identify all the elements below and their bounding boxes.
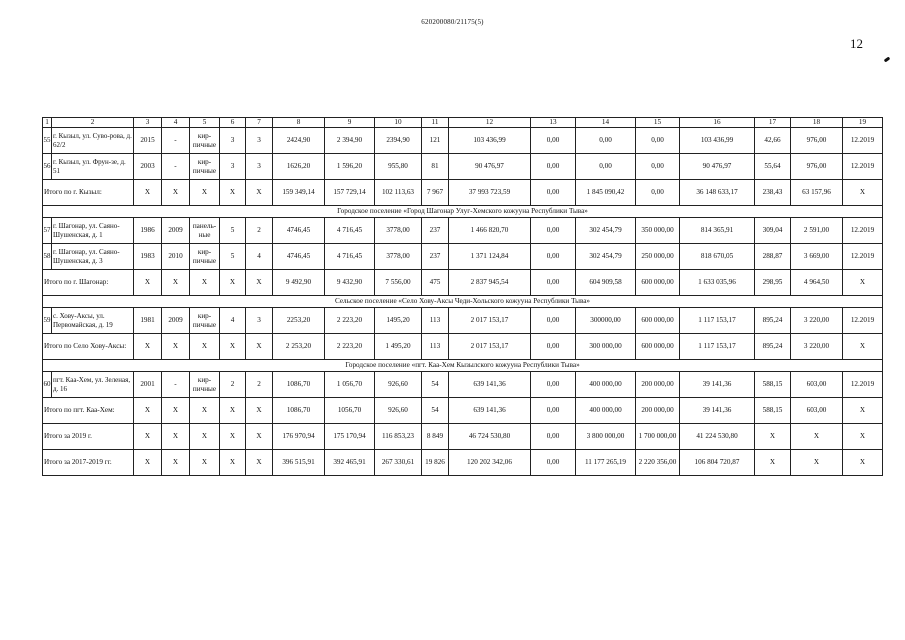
data-cell: X [220,398,246,424]
data-cell: 976,00 [791,128,843,154]
data-cell: 0,00 [531,180,576,206]
data-cell: 818 670,05 [680,244,755,270]
data-cell: 895,24 [755,308,791,334]
data-cell: 120 202 342,06 [449,450,531,476]
data-cell: 1 495,20 [375,334,422,360]
data-cell: 116 853,23 [375,424,422,450]
total-label: Итого по г. Шагонар: [43,270,134,296]
data-cell: 3 [246,308,273,334]
data-cell: 0,00 [576,154,636,180]
data-cell: 63 157,96 [791,180,843,206]
data-cell: X [843,450,883,476]
data-cell: 639 141,36 [449,398,531,424]
data-cell: X [843,398,883,424]
data-cell: 600 000,00 [636,270,680,296]
row-number: 57 [43,218,52,244]
data-cell: 300000,00 [576,308,636,334]
table-body [43,118,883,476]
total-label: Итого по пгт. Каа-Хем: [43,398,134,424]
data-cell: 0,00 [531,398,576,424]
data-cell: 4 [246,244,273,270]
data-cell: X [134,180,162,206]
data-cell: 1 466 820,70 [449,218,531,244]
pen-mark [884,57,891,63]
data-cell: 39 141,36 [680,398,755,424]
data-cell: 37 993 723,59 [449,180,531,206]
data-cell: 39 141,36 [680,372,755,398]
data-cell: X [190,398,220,424]
data-cell: 396 515,91 [273,450,325,476]
section-title: Городское поселение «Город Шагонар Улуг-Хемского кожууна Республики Тыва» [43,206,883,218]
building-address: с. Хову-Аксы, ул. Первомайская, д. 19 [52,308,134,334]
data-cell: 9 492,90 [273,270,325,296]
data-cell: X [220,424,246,450]
data-cell: 12.2019 [843,308,883,334]
section-row [43,360,883,372]
data-cell: 3 800 000,00 [576,424,636,450]
row-number: 60 [43,372,52,398]
data-cell: X [755,450,791,476]
data-cell: 302 454,79 [576,244,636,270]
building-address: г. Кызыл, ул. Фрун-зе, д. 51 [52,154,134,180]
data-cell: 1986 [134,218,162,244]
column-number-cell: 8 [273,118,325,128]
building-address: пгт. Каа-Хем, ул. Зеленая, д. 16 [52,372,134,398]
data-cell: X [162,424,190,450]
data-cell: 7 967 [422,180,449,206]
data-cell: X [134,424,162,450]
data-cell: X [190,334,220,360]
data-cell: X [190,270,220,296]
row-number: 58 [43,244,52,270]
data-cell: 2424,90 [273,128,325,154]
data-cell: X [246,398,273,424]
data-cell: 81 [422,154,449,180]
data-cell: 46 724 530,80 [449,424,531,450]
data-cell: кир-пичные [190,308,220,334]
data-cell: 0,00 [636,128,680,154]
data-cell: X [843,334,883,360]
data-cell: 2 220 356,00 [636,450,680,476]
data-cell: 3 220,00 [791,308,843,334]
data-cell: 392 465,91 [325,450,375,476]
data-cell: 3 [220,154,246,180]
data-cell: 288,87 [755,244,791,270]
column-number-cell: 2 [52,118,134,128]
data-cell: 2 837 945,54 [449,270,531,296]
data-cell: 0,00 [531,244,576,270]
data-cell: 2 017 153,17 [449,308,531,334]
column-number-cell: 16 [680,118,755,128]
data-cell: X [220,270,246,296]
data-cell: 298,95 [755,270,791,296]
column-number-cell: 13 [531,118,576,128]
data-cell: 639 141,36 [449,372,531,398]
data-cell: 0,00 [531,450,576,476]
section-title: Городское поселение «пгт. Каа-Хем Кызылского кожууна Республики Тыва» [43,360,883,372]
data-cell: X [843,270,883,296]
data-cell: - [162,154,190,180]
data-cell: X [246,270,273,296]
data-cell: X [220,180,246,206]
data-cell: 2394,90 [375,128,422,154]
data-cell: 1 596,20 [325,154,375,180]
data-cell: 157 729,14 [325,180,375,206]
total-row [43,180,883,206]
data-cell: 2 253,20 [273,334,325,360]
data-cell: 2253,20 [273,308,325,334]
data-cell: X [843,424,883,450]
data-cell: 103 436,99 [680,128,755,154]
row-number: 56 [43,154,52,180]
data-cell: 5 [220,244,246,270]
data-cell: X [190,424,220,450]
total-label: Итого по Село Хову-Аксы: [43,334,134,360]
data-cell: 2009 [162,218,190,244]
data-cell: 1 700 000,00 [636,424,680,450]
data-cell: 603,00 [791,398,843,424]
data-cell: 54 [422,398,449,424]
data-cell: 237 [422,244,449,270]
data-cell: 102 113,63 [375,180,422,206]
data-cell: X [791,450,843,476]
data-cell: 3 [246,154,273,180]
data-cell: 1 117 153,17 [680,334,755,360]
data-cell: 12.2019 [843,372,883,398]
data-cell: 5 [220,218,246,244]
data-cell: 588,15 [755,398,791,424]
data-cell: 400 000,00 [576,372,636,398]
data-cell: 3 [246,128,273,154]
total-label: Итого по г. Кызыл: [43,180,134,206]
column-number-cell: 3 [134,118,162,128]
data-cell: 250 000,00 [636,244,680,270]
data-cell: 12.2019 [843,244,883,270]
data-cell: 113 [422,308,449,334]
column-number-cell: 14 [576,118,636,128]
row-number: 59 [43,308,52,334]
column-number-cell: 9 [325,118,375,128]
data-cell: X [134,334,162,360]
data-cell: 2 [246,372,273,398]
data-cell: 350 000,00 [636,218,680,244]
data-cell: X [190,180,220,206]
data-cell: 200 000,00 [636,372,680,398]
total-row [43,334,883,360]
data-cell: 12.2019 [843,218,883,244]
building-row [43,308,883,334]
building-address: г. Шагонар, ул. Саяно-Шушенская, д. 1 [52,218,134,244]
total-row [43,270,883,296]
data-cell: 2001 [134,372,162,398]
data-cell: 238,43 [755,180,791,206]
column-number-cell: 6 [220,118,246,128]
column-number-cell: 7 [246,118,273,128]
data-cell: - [162,372,190,398]
data-cell: 1983 [134,244,162,270]
data-cell: X [134,270,162,296]
data-cell: 2 591,00 [791,218,843,244]
data-cell: 2010 [162,244,190,270]
data-cell: X [246,450,273,476]
data-cell: 2 223,20 [325,334,375,360]
column-number-cell: 1 [43,118,52,128]
data-cell: 0,00 [531,218,576,244]
data-cell: 3778,00 [375,218,422,244]
data-cell: 3 [220,128,246,154]
column-number-cell: 19 [843,118,883,128]
building-row [43,372,883,398]
data-cell: 4 716,45 [325,244,375,270]
data-cell: 309,04 [755,218,791,244]
data-cell: 600 000,00 [636,334,680,360]
data-cell: X [162,270,190,296]
data-cell: 0,00 [636,180,680,206]
data-cell: 1 633 035,96 [680,270,755,296]
total-row [43,398,883,424]
data-cell: 926,60 [375,398,422,424]
data-cell: X [246,334,273,360]
total-label: Итого за 2019 г. [43,424,134,450]
data-cell: 1086,70 [273,372,325,398]
data-cell: 4 964,50 [791,270,843,296]
data-cell: 1981 [134,308,162,334]
data-cell: 4746,45 [273,218,325,244]
column-number-cell: 11 [422,118,449,128]
data-cell: 36 148 633,17 [680,180,755,206]
data-cell: X [246,424,273,450]
page-number: 12 [850,36,863,51]
data-cell: 1086,70 [273,398,325,424]
data-cell: 1 056,70 [325,372,375,398]
data-cell: 175 170,94 [325,424,375,450]
data-cell: 1495,20 [375,308,422,334]
building-registry-table [42,117,883,476]
data-cell: 42,66 [755,128,791,154]
data-cell: 121 [422,128,449,154]
data-cell: 2015 [134,128,162,154]
data-cell: 955,80 [375,154,422,180]
building-row [43,218,883,244]
data-cell: 475 [422,270,449,296]
data-cell: 0,00 [531,334,576,360]
data-cell: 8 849 [422,424,449,450]
section-row [43,296,883,308]
data-cell: 0,00 [531,128,576,154]
data-cell: 1056,70 [325,398,375,424]
data-cell: 4 [220,308,246,334]
data-cell: X [246,180,273,206]
data-cell: 1 117 153,17 [680,308,755,334]
data-cell: 300 000,00 [576,334,636,360]
data-cell: 600 000,00 [636,308,680,334]
data-cell: 106 804 720,87 [680,450,755,476]
total-row [43,450,883,476]
data-cell: X [755,424,791,450]
total-row [43,424,883,450]
data-cell: 976,00 [791,154,843,180]
data-cell: X [791,424,843,450]
data-cell: 0,00 [531,270,576,296]
data-cell: 90 476,97 [449,154,531,180]
data-cell: X [190,450,220,476]
data-cell: 3 669,00 [791,244,843,270]
data-cell: 54 [422,372,449,398]
building-address: г. Кызыл, ул. Суво-рова, д. 62/2 [52,128,134,154]
data-cell: X [162,334,190,360]
column-number-cell: 17 [755,118,791,128]
column-number-cell: 15 [636,118,680,128]
data-cell: 0,00 [531,372,576,398]
data-cell: 55,64 [755,154,791,180]
data-cell: 0,00 [531,154,576,180]
data-cell: 159 349,14 [273,180,325,206]
data-cell: 3778,00 [375,244,422,270]
data-cell: 90 476,97 [680,154,755,180]
data-cell: 267 330,61 [375,450,422,476]
column-number-cell: 12 [449,118,531,128]
data-cell: 0,00 [531,424,576,450]
data-cell: 7 556,00 [375,270,422,296]
building-row [43,154,883,180]
data-cell: кир-пичные [190,154,220,180]
column-number-cell: 18 [791,118,843,128]
data-cell: панель-ные [190,218,220,244]
data-cell: 1 845 090,42 [576,180,636,206]
data-cell: 4 716,45 [325,218,375,244]
building-address: г. Шагонар, ул. Саяно-Шушенская, д. 3 [52,244,134,270]
data-cell: 302 454,79 [576,218,636,244]
section-title: Сельское поселение «Село Хову-Аксы Чеди-Хольского кожууна Республики Тыва» [43,296,883,308]
document-code: 620200080/21175(5) [421,18,484,26]
data-cell: X [843,180,883,206]
data-cell: 103 436,99 [449,128,531,154]
data-cell: 0,00 [576,128,636,154]
data-cell: 2 017 153,17 [449,334,531,360]
column-number-cell: 10 [375,118,422,128]
total-label: Итого за 2017-2019 гг. [43,450,134,476]
data-cell: 237 [422,218,449,244]
data-cell: кир-пичные [190,372,220,398]
data-cell: 814 365,91 [680,218,755,244]
data-cell: 0,00 [531,308,576,334]
data-cell: 2 [246,218,273,244]
column-number-cell: 5 [190,118,220,128]
data-cell: 603,00 [791,372,843,398]
data-cell: 1 371 124,84 [449,244,531,270]
data-cell: 2003 [134,154,162,180]
data-cell: 41 224 530,80 [680,424,755,450]
data-cell: 12.2019 [843,154,883,180]
data-cell: 176 970,94 [273,424,325,450]
data-cell: 3 220,00 [791,334,843,360]
column-number-cell: 4 [162,118,190,128]
data-cell: 2 223,20 [325,308,375,334]
data-cell: 926,60 [375,372,422,398]
data-cell: 9 432,90 [325,270,375,296]
building-row [43,128,883,154]
data-cell: 2009 [162,308,190,334]
data-cell: 200 000,00 [636,398,680,424]
data-cell: - [162,128,190,154]
data-cell: 895,24 [755,334,791,360]
building-row [43,244,883,270]
data-cell: X [134,398,162,424]
data-cell: X [162,398,190,424]
data-cell: 19 826 [422,450,449,476]
data-cell: 11 177 265,19 [576,450,636,476]
data-cell: 588,15 [755,372,791,398]
header-row [43,118,883,128]
data-cell: 4746,45 [273,244,325,270]
data-cell: 12.2019 [843,128,883,154]
data-cell: 1626,20 [273,154,325,180]
data-cell: X [220,334,246,360]
data-cell: кир-пичные [190,244,220,270]
data-cell: 113 [422,334,449,360]
data-cell: X [220,450,246,476]
data-cell: 2 394,90 [325,128,375,154]
data-cell: кир-пичные [190,128,220,154]
section-row [43,206,883,218]
data-cell: 604 909,58 [576,270,636,296]
data-cell: 0,00 [636,154,680,180]
data-cell: X [162,450,190,476]
row-number: 55 [43,128,52,154]
data-cell: X [134,450,162,476]
data-cell: X [162,180,190,206]
data-cell: 400 000,00 [576,398,636,424]
data-cell: 2 [220,372,246,398]
